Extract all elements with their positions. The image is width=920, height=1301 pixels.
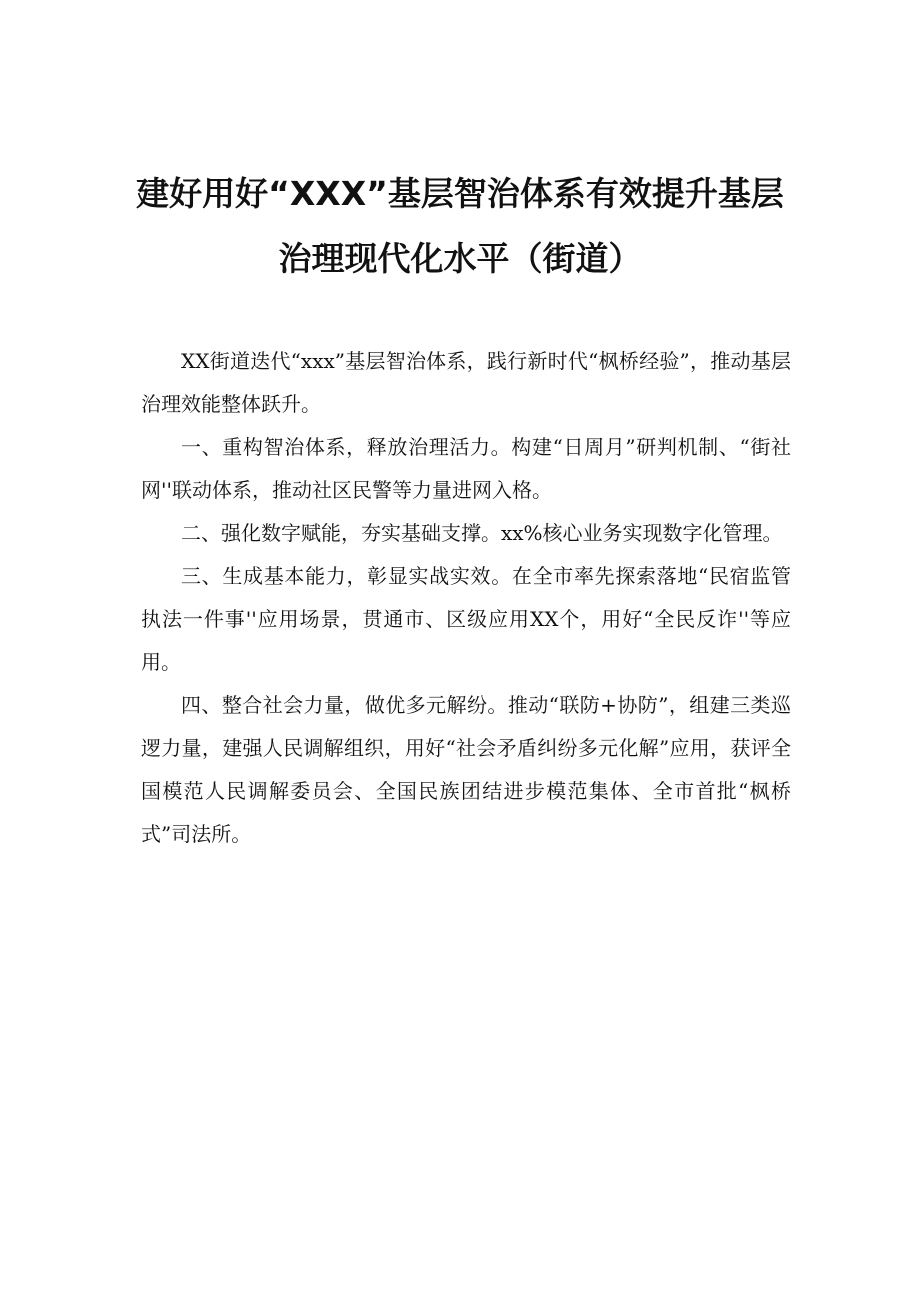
document-body xyxy=(141,340,791,856)
paragraph-section-4: 四、整合社会力量，做优多元解纷。推动“联防+协防”，组建三类巡逻力量，建强人民调解组织，用好“社会矛盾纠纷多元化解”应用，获评全国模范人民调解委员会、全国民族团结进步模范集体、全市首批“枫桥式”司法所。 xyxy=(141,693,791,846)
document-title-line-1: 建好用好“XXX”基层智治体系有效提升基层 xyxy=(136,174,784,213)
paragraph-section-1: 一、重构智治体系，释放治理活力。构建“日周月”研判机制、“街社网''联动体系，推动社区民警等力量进网入格。 xyxy=(141,435,791,502)
paragraph-intro: XX街道迭代“xxx”基层智治体系，践行新时代“枫桥经验”，推动基层治理效能整体跃升。 xyxy=(141,349,791,416)
paragraph-section-2: 二、强化数字赋能，夯实基础支撑。xx%核心业务实现数字化管理。 xyxy=(181,521,783,545)
paragraph-section-3: 三、生成基本能力，彰显实战实效。在全市率先探索落地“民宿监管执法一件事''应用场景，贯通市、区级应用XX个，用好“全民反诈''等应用。 xyxy=(141,564,791,674)
document-title-line-2: 治理现代化水平（街道） xyxy=(278,239,642,278)
